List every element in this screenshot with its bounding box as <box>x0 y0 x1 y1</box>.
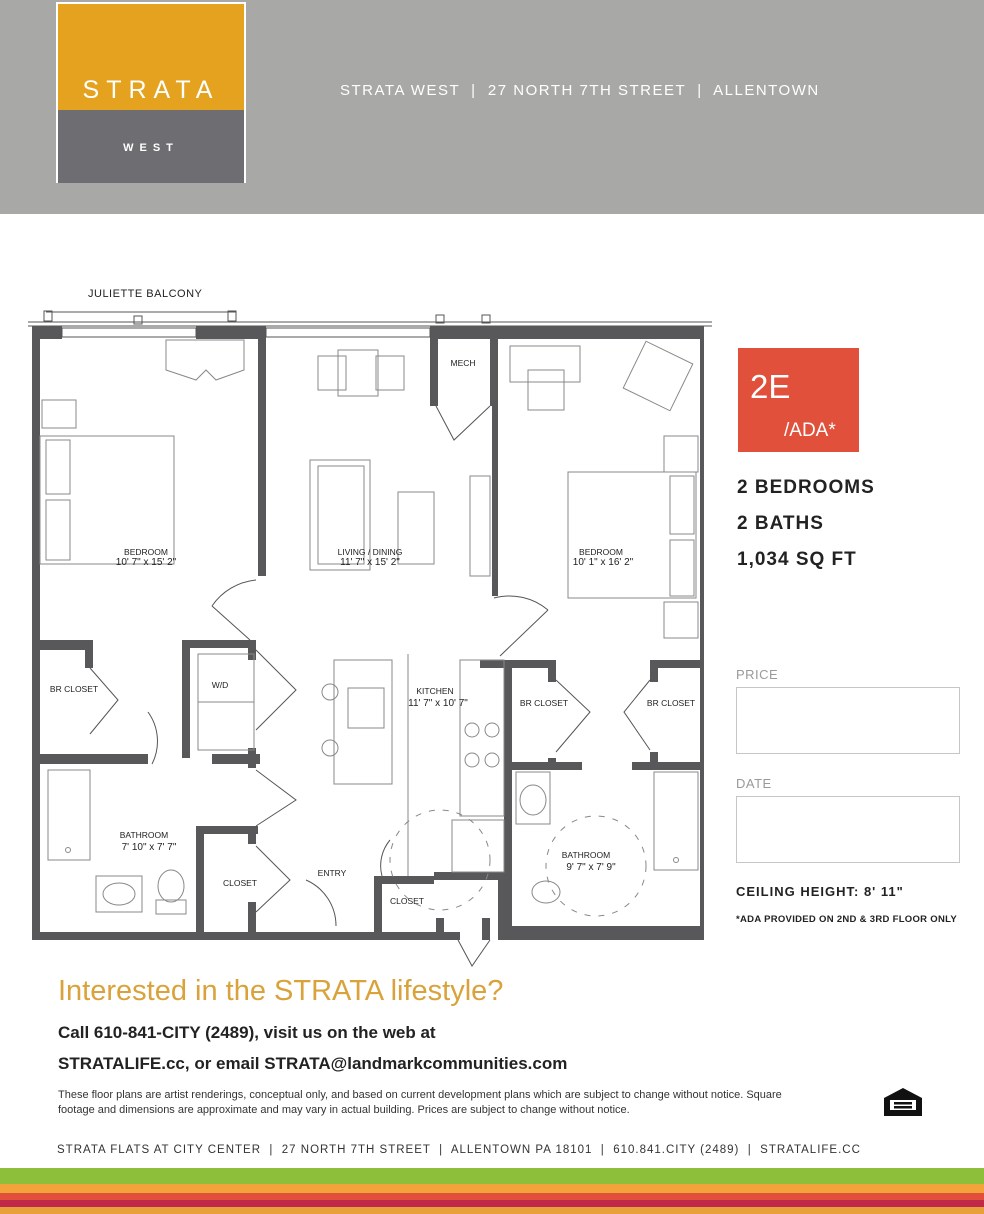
bedroom-right-dims: 10' 1" x 16' 2" <box>572 557 634 568</box>
date-field[interactable] <box>736 796 960 863</box>
footer-stripe-red <box>0 1193 984 1200</box>
closet-entry-label: CLOSET <box>389 896 425 906</box>
unit-ada: /ADA* <box>784 420 836 441</box>
bathroom-left-dims: 7' 10" x 7' 7" <box>121 842 177 853</box>
bedroom-right-label: BEDROOM <box>579 547 623 557</box>
balcony-rail <box>28 311 712 326</box>
br-closet-mid-label: BR CLOSET <box>519 698 569 708</box>
logo-sub: WEST <box>58 110 244 183</box>
bedroom-left-dims: 10' 7" x 15' 2" <box>115 557 177 568</box>
footer-stripe-orange <box>0 1184 984 1193</box>
footer-stripe-crimson <box>0 1200 984 1207</box>
disclaimer: These floor plans are artist renderings, conceptual only, and based on current development plans which are subject to change without notice. Square footage and dimensions are approximate and may vary in actual building. Prices are subject to change without notice. <box>58 1089 782 1116</box>
footer-stripe-gold <box>0 1207 984 1214</box>
living-dining-label: LIVING / DINING <box>337 547 403 557</box>
price-field[interactable] <box>736 687 960 754</box>
baths-count: 2 BATHS <box>737 513 824 534</box>
bathroom-right-label: BATHROOM <box>561 850 611 860</box>
kitchen-label: KITCHEN <box>416 686 454 696</box>
wd-label: W/D <box>211 680 229 690</box>
price-label: PRICE <box>736 667 779 682</box>
br-closet-right-label: BR CLOSET <box>646 698 696 708</box>
header-address: STRATA WEST | 27 NORTH 7TH STREET | ALLENTOWN <box>340 82 820 99</box>
ceiling-height: CEILING HEIGHT: 8' 11" <box>736 884 904 899</box>
unit-code: 2E <box>750 368 791 405</box>
cta-headline: Interested in the STRATA lifestyle? <box>58 975 504 1007</box>
br-closet-left-label: BR CLOSET <box>49 684 99 694</box>
footer-stripe-green <box>0 1168 984 1184</box>
equal-housing-opportunity-icon <box>882 1086 924 1118</box>
ada-note: *ADA PROVIDED ON 2ND & 3RD FLOOR ONLY <box>736 914 958 925</box>
bedrooms-count: 2 BEDROOMS <box>737 477 875 498</box>
entry-label: ENTRY <box>317 868 347 878</box>
bedroom-left-label: BEDROOM <box>124 547 168 557</box>
logo-name: STRATA <box>58 4 244 110</box>
bathroom-right-dims: 9' 7" x 7' 9" <box>566 862 616 873</box>
balcony-label: JULIETTE BALCONY <box>88 288 203 300</box>
kitchen-dims: 11' 7" x 10' 7" <box>408 698 468 709</box>
mech-label: MECH <box>450 358 476 368</box>
unit-badge <box>738 348 859 452</box>
closet-label: CLOSET <box>222 878 258 888</box>
room-labels <box>50 358 695 906</box>
bathroom-left-label: BATHROOM <box>119 830 169 840</box>
footer-address: STRATA FLATS AT CITY CENTER | 27 NORTH 7TH STREET | ALLENTOWN PA 18101 | 610.841.CITY (2489) | STRATALIFE.CC <box>57 1144 861 1156</box>
contact-line-1[interactable]: Call 610-841-CITY (2489), visit us on the web at <box>58 1023 436 1042</box>
square-footage: 1,034 SQ FT <box>737 549 857 570</box>
contact-line-2[interactable]: STRATALIFE.cc, or email STRATA@landmarkcommunities.com <box>58 1054 568 1073</box>
date-label: DATE <box>736 776 772 791</box>
living-dining-dims: 11' 7" x 15' 2" <box>340 557 400 568</box>
